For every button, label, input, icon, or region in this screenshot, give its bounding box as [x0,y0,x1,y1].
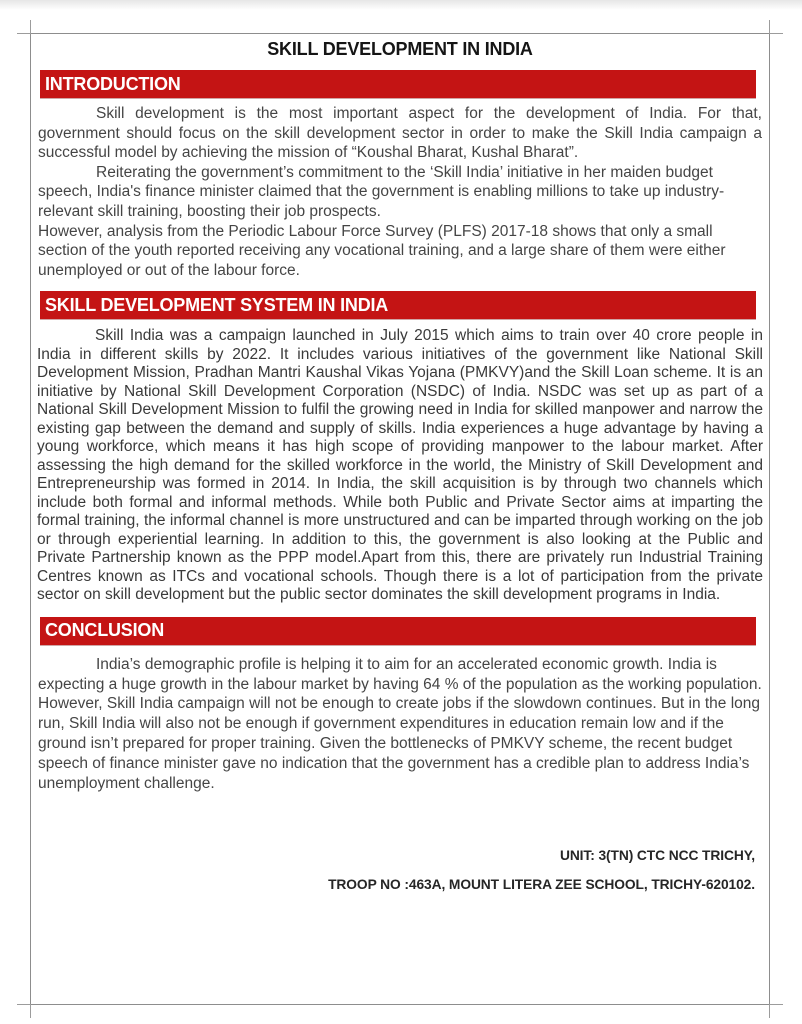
section-heading-conclusion: CONCLUSION [40,617,756,645]
section-introduction [31,70,769,280]
paragraph: India’s demographic profile is helping it to aim for an accelerated economic growth. India is expecting a huge growth in the labour market by having 64 % of the population as the working population. However, Skill India campaign will not be enough to create jobs if the slowdown continues. But in the long run, Skill India will also not be enough if government expenditures in education remain low and if the ground isn’t prepared for proper training. Given the bottlenecks of PMKVY scheme, the recent budget speech of finance minister gave no indication that the government has a credible plan to address India’s unemployment challenge. [38,655,762,792]
crop-mark-top-left-icon [17,20,31,34]
section-conclusion [31,617,769,794]
top-shade [0,0,802,10]
crop-mark-top-right-icon [769,20,783,34]
paragraph: However, analysis from the Periodic Labour Force Survey (PLFS) 2017-18 shows that only a small section of the youth reported receiving any vocational training, and a large share of them were either unemployed or out of the labour force. [38,222,726,279]
crop-mark-bottom-right-icon [769,1004,783,1018]
section-skill-development-system [31,291,769,605]
conclusion-body [38,655,762,794]
crop-mark-bottom-left-icon [17,1004,31,1018]
footer-troop-line: TROOP NO :463A, MOUNT LITERA ZEE SCHOOL, TRICHY-620102. [328,877,755,893]
introduction-body [38,104,762,280]
document-page [30,33,770,1005]
section-heading-skill-development-system: SKILL DEVELOPMENT SYSTEM IN INDIA [40,291,756,319]
skill-development-system-body [37,327,763,605]
paragraph: Skill India was a campaign launched in July 2015 which aims to train over 40 crore people in India in different skills by 2022. It includes various initiatives of the government like National Skill Development Mission, Pradhan Mantri Kaushal Vikas Yojana (PMKVY)and the Skill Loan scheme. It is an initiative by National Skill Development Corporation (NSDC) of India. NSDC was set up as part of a National Skill Development Mission to fulfil the growing need in India for skilled manpower and narrow the existing gap between the demand and supply of skills. India experiences a huge advantage by having a young workforce, which means it has high scope of providing manpower to the labour market. After assessing the high demand for the skilled workforce in the world, the Ministry of Skill Development and Entrepreneurship was formed in 2014. In India, the skill acquisition is by through two channels which include both formal and informal methods. While both Public and Private Sector aims at imparting the formal training, the informal channel is more unstructured and can be imparted through working on the job or through experiential learning. In addition to this, the government is also looking at the Public and Private Partnership known as the PPP model.Apart from this, there are privately run Industrial Training Centres known as ITCs and vocational schools. Though there is a lot of participation from the private sector on skill development but the public sector dominates the skill development programs in India. [37,327,763,604]
paragraph: Skill development is the most important aspect for the development of India. For that, government should focus on the skill development sector in order to make the Skill India campaign a successful model by achieving the mission of “Koushal Bharat, Kushal Bharat”. [38,105,762,162]
document-footer [31,848,769,893]
page-title: SKILL DEVELOPMENT IN INDIA [267,39,533,59]
paragraph: Reiterating the government’s commitment to the ‘Skill India’ initiative in her maiden budget speech, India's finance minister claimed that the government is enabling millions to take up industry-relevant skill training, boosting their job prospects. [38,163,725,220]
section-heading-introduction: INTRODUCTION [40,70,756,98]
footer-unit-line: UNIT: 3(TN) CTC NCC TRICHY, [559,848,755,864]
